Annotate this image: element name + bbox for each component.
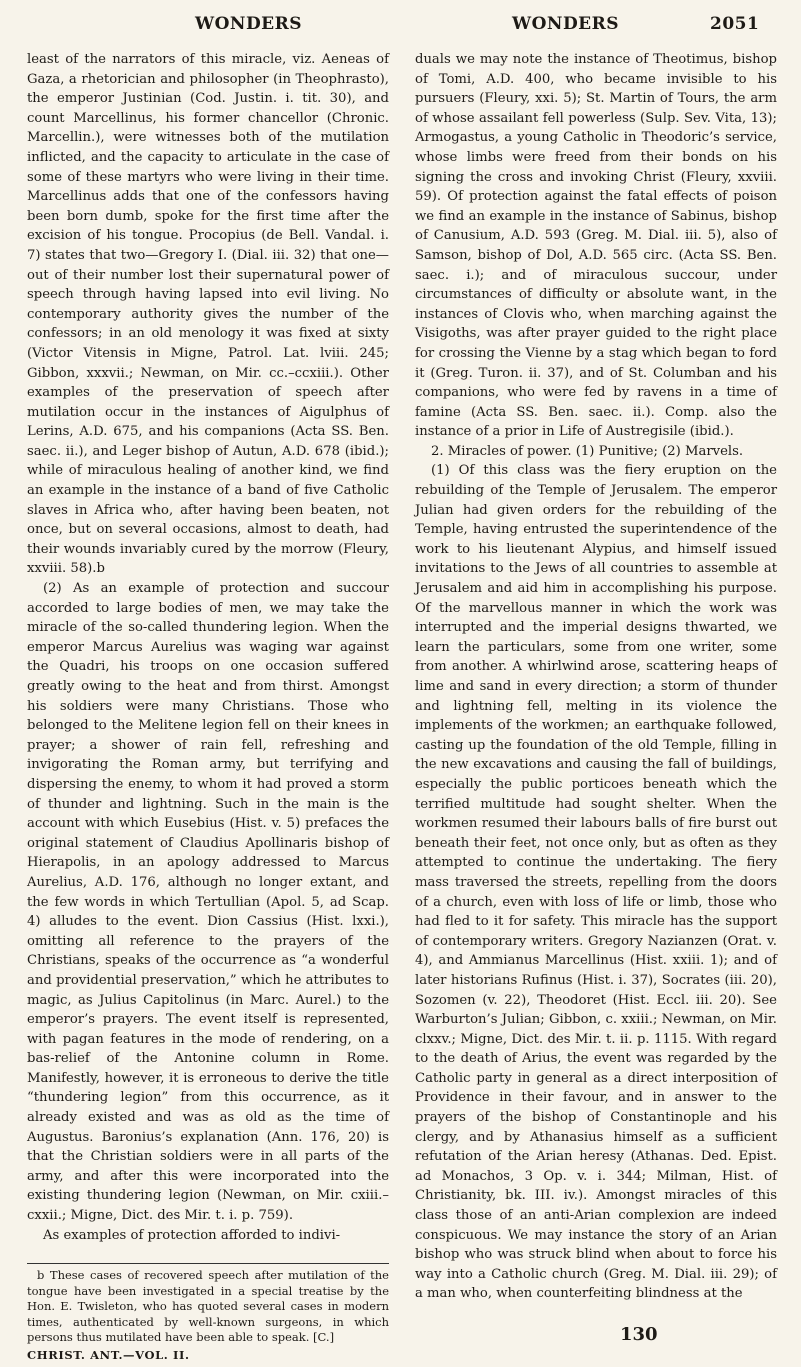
signature-line: CHRIST. ANT.—VOL. II. (27, 1347, 190, 1362)
footnote-divider (27, 1263, 389, 1264)
running-head-left: WONDERS (195, 14, 303, 34)
column-number: 2051 (710, 14, 760, 34)
page-number: 130 (620, 1324, 658, 1345)
footnote: b These cases of recovered speech after mutilation of the tongue have been investigated in a special treatise by the Hon. E. Twisleton, who has quoted several cases in modern times, authenticated by well-known surgeons, in which persons thus mutilated have been able to speak. [C.] (27, 1268, 389, 1345)
paragraph: (1) Of this class was the fiery eruption on the rebuilding of the Temple of Jerusalem. The emperor Julian had given orders for the rebuilding of the Temple, having entrusted the superintendence of the work to his lieutenant Alypius, and himself issued invitations to the Jews of all countries to assemble at Jerusalem and aid him in accomplishing his purpose. Of the marvellous manner in which the work was interrupted and the imperial designs thwarted, we learn the particulars, some from one writer, some from another. A whirlwind arose, scattering heaps of lime and sand in every direction; a storm of thunder and lightning fell, melting in its violence the implements of the workmen; an earthquake followed, casting up the foundation of the old Temple, filling in the new excavations and causing the fall of buildings, especially the public porticoes beneath which the terrified multitude had sought shelter. When the workmen resumed their labours balls of fire burst out beneath their feet, not once only, but as often as they attempted to continue the undertaking. The fiery mass traversed the streets, repelling from the doors of a church, even with loss of life or limb, those who had fled to it for safety. This miracle has the support of contemporary writers. Gregory Nazianzen (Orat. v. 4), and Ammianus Marcellinus (Hist. xxiii. 1); and of later historians Rufinus (Hist. i. 37), Socrates (iii. 20), Sozomen (v. 22), Theodoret (Hist. Eccl. iii. 20). See Warburton’s Julian; Gibbon, c. xxiii.; Newman, on Mir. clxxv.; Migne, Dict. des Mir. t. ii. p. 1115. With regard to the death of Arius, the event was regarded by the Catholic party in general as a direct interposition of Providence in their favour, and in answer to the prayers of the bishop of Constantinople and his clergy, and by Athanasius himself as a sufficient refutation of the Arian heresy (Athanas. Ded. Epist. ad Monachos, 3 Op. v. i. 344; Milman, Hist. of Christianity, bk. III. iv.). Amongst miracles of this class those of an anti-Arian complexion are indeed conspicuous. We may instance the story of an Arian bishop who was struck blind when about to force his way into a Catholic church (Greg. M. Dial. iii. 29); of a man who, when counterfeiting blindness at the (415, 463, 777, 1302)
paragraph: duals we may note the instance of Theotimus, bishop of Tomi, A.D. 400, who became invisible to his pursuers (Fleury, xxi. 5); St. Martin of Tours, the arm of whose assailant fell powerless (Sulp. Sev. Vita, 13); Armogastus, a young Catholic in Theodoric’s service, whose limbs were freed from their bonds on his signing the cross and invoking Christ (Fleury, xxviii. 59). Of protection against the fatal effects of poison we find an example in the instance of Sabinus, bishop of Canusium, A.D. 593 (Greg. M. Dial. iii. 5), also of Samson, bishop of Dol, A.D. 565 circ. (Acta SS. Ben. saec. i.); and of miraculous succour, under circumstances of difficulty or absolute want, in the instances of Clovis who, when marching against the Visigoths, was after prayer guided to the right place for crossing the Vienne by a stag which began to ford it (Greg. Turon. ii. 37), and of St. Columban and his companions, who were fed by ravens in a time of famine (Acta SS. Ben. saec. ii.). Comp. also the instance of a prior in Life of Austregisile (ibid.). (415, 52, 777, 440)
paragraph: (2) As an example of protection and succour accorded to large bodies of men, we may take the miracle of the so-called thundering legion. When the emperor Marcus Aurelius was waging war against the Quadri, his troops on one occasion suffered greatly owing to the heat and from thirst. Amongst his soldiers were many Christians. Those who belonged to the Melitene legion fell on their knees in prayer; a shower of rain fell, refreshing and invigorating the Roman army, but terrifying and dispersing the enemy, to whom it had proved a storm of thunder and lightning. Such in the main is the account with which Eusebius (Hist. v. 5) prefaces the original statement of Claudius Apollinaris bishop of Hierapolis, in an apology addressed to Marcus Aurelius, A.D. 176, although no longer extant, and the few words in which Tertullian (Apol. 5, ad Scap. 4) alludes to the event. Dion Cassius (Hist. lxxi.), omitting all reference to the prayers of the Christians, speaks of the occurrence as “a wonderful and providential preservation,” which he attributes to magic, as Julius Capitolinus (in Marc. Aurel.) to the emperor’s prayers. The event itself is represented, with pagan features in the mode of rendering, on a bas-relief of the Antonine column in Rome. Manifestly, however, it is erroneous to derive the title “thundering legion” from this occurrence, as it already existed and was as old as the time of Augustus. Baronius’s explanation (Ann. 176, 20) is that the Christian soldiers were in all parts of the army, and after this were incorporated into the existing thundering legion (Newman, on Mir. cxiii.–cxxii.; Migne, Dict. des Mir. t. i. p. 759). (27, 581, 389, 1224)
paragraph: least of the narrators of this miracle, viz. Aeneas of Gaza, a rhetorician and philosopher (in Theophrasto), the emperor Justinian (Cod. Justin. i. tit. 30), and count Marcellinus, his former chancellor (Chronic. Marcellin.), were witnesses both of the mutilation inflicted, and the capacity to articulate in the case of some of these martyrs who were living in their time. Marcellinus adds that one of the confessors having been born dumb, spoke for the first time after the excision of his tongue. Procopius (de Bell. Vandal. i. 7) states that two—Gregory I. (Dial. iii. 32) that one—out of their number lost their supernatural power of speech through having lapsed into evil living. No contemporary authority gives the number of the confessors; in an old menology it was fixed at sixty (Victor Vitensis in Migne, Patrol. Lat. lviii. 245; Gibbon, xxxvii.; Newman, on Mir. cc.–ccxiii.). Other examples of the preservation of speech after mutilation occur in the instances of Aigulphus of Lerins, A.D. 675, and his companions (Acta SS. Ben. saec. ii.), and Leger bishop of Autun, A.D. 678 (ibid.); while of miraculous healing of another kind, we find an example in the instance of a band of five Catholic slaves in Africa who, after having been beaten, not once, but on several occasions, almost to death, had their wounds invariably cured by the morrow (Fleury, xxviii. 58).b (27, 52, 389, 577)
paragraph: As examples of protection afforded to indivi- (43, 1227, 341, 1243)
section-heading: 2. Miracles of power. (1) Punitive; (2) Marvels. (431, 443, 744, 459)
left-column (27, 50, 389, 1362)
running-head-right: WONDERS (512, 14, 620, 34)
right-column (415, 50, 777, 1350)
